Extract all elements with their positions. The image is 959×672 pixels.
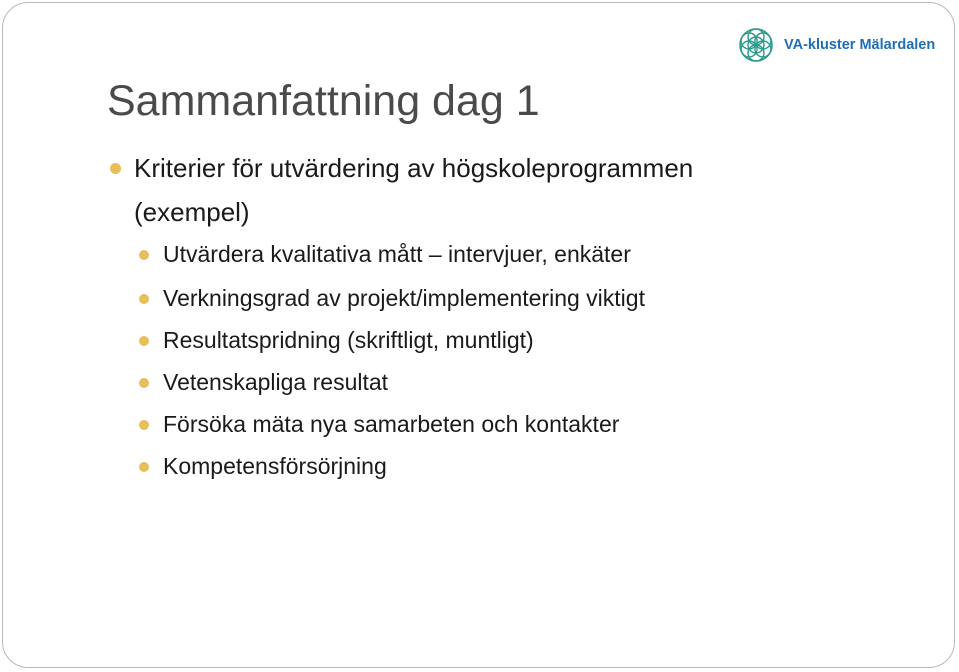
bullet-dot-icon bbox=[110, 163, 121, 174]
brand-logo bbox=[736, 23, 935, 67]
bullet-text: Vetenskapliga resultat bbox=[163, 369, 389, 395]
bullet-item bbox=[134, 151, 693, 185]
bullet-dot-icon bbox=[139, 378, 149, 388]
bullet-dot-icon bbox=[139, 250, 149, 260]
bullet-text: Utvärdera kvalitativa mått – intervjuer, enkäter bbox=[163, 241, 631, 267]
bullet-text: Kriterier för utvärdering av högskoleprogrammen bbox=[134, 153, 694, 183]
sub-bullet-item bbox=[163, 409, 619, 439]
slide-title: Sammanfattning dag 1 bbox=[107, 77, 540, 125]
bullet-text: Kompetensförsörjning bbox=[163, 453, 387, 479]
slide-frame bbox=[2, 2, 955, 668]
sub-bullet-item bbox=[163, 451, 387, 481]
bullet-item-continuation bbox=[134, 195, 250, 229]
bullet-dot-icon bbox=[139, 336, 149, 346]
sub-bullet-item bbox=[163, 325, 534, 355]
sub-bullet-item bbox=[163, 283, 645, 313]
bullet-dot-icon bbox=[139, 420, 149, 430]
bullet-text: Verkningsgrad av projekt/implementering viktigt bbox=[163, 285, 645, 311]
bullet-text: Resultatspridning (skriftligt, muntligt) bbox=[163, 327, 534, 353]
bullet-dot-icon bbox=[139, 462, 149, 472]
bullet-text: (exempel) bbox=[134, 197, 250, 227]
sub-bullet-item bbox=[163, 367, 388, 397]
brand-name: VA-kluster Mälardalen bbox=[784, 37, 936, 53]
flower-of-life-icon bbox=[736, 25, 776, 65]
bullet-text: Försöka mäta nya samarbeten och kontakter bbox=[163, 411, 620, 437]
sub-bullet-item bbox=[163, 239, 631, 269]
bullet-dot-icon bbox=[139, 294, 149, 304]
